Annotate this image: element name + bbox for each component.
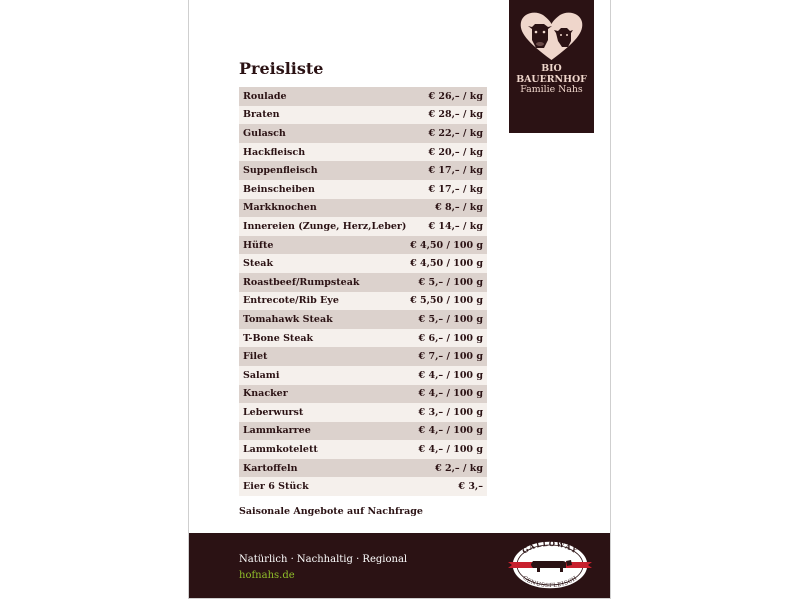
product-price: € 4,– / 100 g (418, 369, 483, 381)
product-name: Lammkotelett (243, 444, 318, 456)
product-name: Suppenfleisch (243, 165, 318, 177)
price-row (239, 385, 487, 404)
product-price: € 3,– (458, 481, 483, 493)
product-price: € 4,– / 100 g (418, 388, 483, 400)
footer (189, 533, 610, 598)
price-row (239, 366, 487, 385)
product-price: € 14,– / kg (428, 220, 483, 232)
price-row (239, 180, 487, 199)
price-row (239, 217, 487, 236)
product-price: € 4,– / 100 g (418, 425, 483, 437)
price-row (239, 254, 487, 273)
badge-bottom-text: GENUSSFLEISCH (521, 575, 579, 590)
product-price: € 22,– / kg (428, 127, 483, 139)
price-row (239, 161, 487, 180)
product-name: Braten (243, 109, 280, 121)
price-row (239, 273, 487, 292)
galloway-badge (503, 539, 597, 591)
product-name: Hackfleisch (243, 146, 306, 158)
product-price: € 5,– / 100 g (418, 276, 483, 288)
product-price: € 26,– / kg (428, 90, 483, 102)
website-link[interactable]: hofnahs.de (239, 570, 295, 581)
product-name: Salami (243, 369, 280, 381)
price-row (239, 347, 487, 366)
product-name: Innereien (Zunge, Herz,Leber) (243, 220, 407, 232)
product-name: Roastbeef/Rumpsteak (243, 276, 360, 288)
price-row (239, 199, 487, 218)
product-name: Entrecote/Rib Eye (243, 295, 339, 307)
product-price: € 7,– / 100 g (418, 351, 483, 363)
price-row (239, 329, 487, 348)
price-row (239, 106, 487, 125)
price-row (239, 292, 487, 311)
logo-line-bio: BIO (541, 63, 562, 74)
product-name: Eier 6 Stück (243, 481, 309, 493)
product-price: € 4,50 / 100 g (410, 239, 483, 251)
product-price: € 20,– / kg (428, 146, 483, 158)
product-price: € 6,– / 100 g (418, 332, 483, 344)
product-name: Knacker (243, 388, 288, 400)
price-row (239, 124, 487, 143)
price-row (239, 87, 487, 106)
logo-line-bauernhof: BAUERNHOF (516, 73, 587, 85)
product-price: € 17,– / kg (428, 183, 483, 195)
price-row (239, 236, 487, 255)
price-row (239, 422, 487, 441)
logo-text (509, 64, 594, 96)
product-price: € 4,– / 100 g (418, 444, 483, 456)
price-list-sheet (188, 0, 611, 599)
farm-logo (509, 0, 594, 133)
product-price: € 17,– / kg (428, 165, 483, 177)
product-name: Filet (243, 351, 268, 363)
product-name: Beinscheiben (243, 183, 315, 195)
logo-line-family: Familie Nahs (520, 84, 583, 95)
price-table (239, 87, 487, 496)
price-row (239, 403, 487, 422)
product-name: T-Bone Steak (243, 332, 314, 344)
product-name: Steak (243, 258, 274, 270)
cow-and-calf-heart-icon (517, 10, 586, 62)
price-row (239, 143, 487, 162)
product-name: Markknochen (243, 202, 317, 214)
product-name: Lammkarree (243, 425, 311, 437)
product-name: Kartoffeln (243, 462, 298, 474)
price-row (239, 310, 487, 329)
product-name: Hüfte (243, 239, 274, 251)
product-name: Leberwurst (243, 406, 304, 418)
product-name: Gulasch (243, 127, 286, 139)
page-title: Preisliste (239, 59, 324, 78)
badge-top-text: GALLOWAY (520, 539, 580, 556)
product-price: € 28,– / kg (428, 109, 483, 121)
product-price: € 3,– / 100 g (418, 406, 483, 418)
price-row (239, 459, 487, 478)
product-price: € 4,50 / 100 g (410, 258, 483, 270)
price-row (239, 477, 487, 496)
product-name: Roulade (243, 90, 287, 102)
seasonal-note: Saisonale Angebote auf Nachfrage (239, 506, 423, 517)
product-price: € 5,– / 100 g (418, 313, 483, 325)
product-price: € 2,– / kg (435, 462, 483, 474)
product-name: Tomahawk Steak (243, 313, 333, 325)
footer-tagline: Natürlich · Nachhaltig · Regional (239, 554, 408, 565)
price-row (239, 440, 487, 459)
product-price: € 5,50 / 100 g (410, 295, 483, 307)
product-price: € 8,– / kg (435, 202, 483, 214)
